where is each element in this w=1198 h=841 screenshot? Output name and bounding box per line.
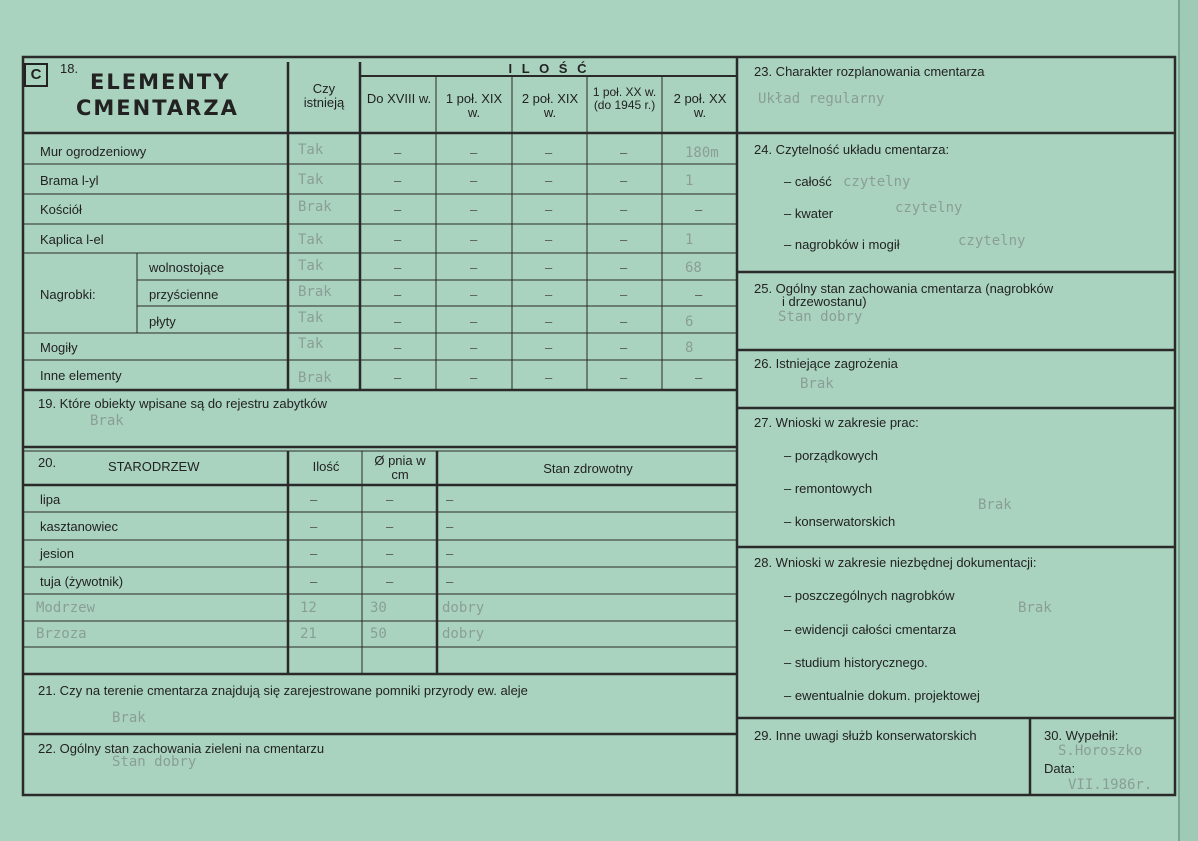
q24-item-answer: czytelny bbox=[895, 200, 963, 216]
exists-value: Tak bbox=[298, 172, 324, 188]
period-value: – bbox=[695, 202, 703, 217]
col-count-header: Ilość bbox=[312, 459, 340, 474]
section-20-number: 20. bbox=[38, 455, 57, 470]
row-label: wolnostojące bbox=[149, 260, 225, 275]
q25-label: 25. Ogólny stan zachowania cmentarza (nagrobków bbox=[754, 281, 1054, 296]
elements-title-line2: CMENTARZA bbox=[76, 96, 239, 120]
period-value: – bbox=[470, 287, 478, 302]
q28-item: – ewentualnie dokum. projektowej bbox=[784, 688, 980, 703]
q28-item: – ewidencji całości cmentarza bbox=[784, 622, 956, 637]
row-label: Mur ogrodzeniowy bbox=[40, 144, 147, 159]
period-value: 1 bbox=[685, 173, 694, 189]
q24-label: 24. Czytelność układu cmentarza: bbox=[754, 142, 950, 157]
exists-value: Brak bbox=[298, 199, 332, 215]
q22-answer: Stan dobry bbox=[112, 754, 197, 770]
q28-item: – studium historycznego. bbox=[784, 655, 928, 670]
period-value: – bbox=[545, 202, 553, 217]
row-label: Inne elementy bbox=[40, 368, 122, 383]
exists-value: Tak bbox=[298, 142, 324, 158]
period-value: – bbox=[620, 260, 628, 275]
period-value: – bbox=[620, 173, 628, 188]
q26-label: 26. Istniejące zagrożenia bbox=[754, 356, 898, 371]
q30-label: 30. Wypełnił: bbox=[1044, 728, 1119, 743]
tree-health: – bbox=[446, 574, 454, 589]
q30-date: VII.1986r. bbox=[1068, 777, 1153, 793]
q27-item: – remontowych bbox=[784, 481, 873, 496]
q26-answer: Brak bbox=[800, 376, 834, 392]
exists-value: Brak bbox=[298, 284, 332, 300]
q24-item-label: – kwater bbox=[784, 206, 834, 221]
period-value: – bbox=[394, 202, 402, 217]
q21-label: 21. Czy na terenie cmentarza znajdują się zarejestrowane pomniki przyrody ew. aleje bbox=[38, 683, 528, 698]
ilosc-header: I L O Ś Ć bbox=[508, 61, 590, 76]
exists-value: Tak bbox=[298, 232, 324, 248]
q27-item: – konserwatorskich bbox=[784, 514, 896, 529]
period-value: – bbox=[545, 340, 553, 355]
q25-label-line2: i drzewostanu) bbox=[782, 294, 867, 309]
period-value: – bbox=[545, 314, 553, 329]
exists-value: Tak bbox=[298, 310, 324, 326]
col-exists-header: Czy istnieją bbox=[303, 81, 345, 110]
exists-value: Brak bbox=[298, 370, 332, 386]
period-value: – bbox=[394, 260, 402, 275]
q27-item: – porządkowych bbox=[784, 448, 878, 463]
tree-name: lipa bbox=[40, 492, 61, 507]
period-value: – bbox=[470, 145, 478, 160]
period-value: – bbox=[620, 287, 628, 302]
period-value: – bbox=[620, 202, 628, 217]
q23-label: 23. Charakter rozplanowania cmentarza bbox=[754, 64, 985, 79]
period-value: 180m bbox=[685, 145, 719, 161]
q22-label: 22. Ogólny stan zachowania zieleni na cmentarzu bbox=[38, 741, 325, 756]
col-diameter-header: Ø pnia w cm bbox=[374, 453, 426, 482]
section-letter-box: C bbox=[24, 63, 48, 87]
q29-label: 29. Inne uwagi służb konserwatorskich bbox=[754, 728, 977, 743]
tree-count: – bbox=[310, 574, 318, 589]
period-value: – bbox=[470, 314, 478, 329]
tree-diam: – bbox=[386, 519, 394, 534]
exists-value: Tak bbox=[298, 336, 324, 352]
period-value: – bbox=[394, 232, 402, 247]
period-value: – bbox=[394, 314, 402, 329]
q25-answer: Stan dobry bbox=[778, 309, 863, 325]
period-value: – bbox=[545, 173, 553, 188]
row-label: płyty bbox=[149, 314, 176, 329]
tree-name: Modrzew bbox=[36, 600, 96, 616]
period-value: – bbox=[394, 340, 402, 355]
row-label: przyścienne bbox=[149, 287, 219, 302]
q24-item-answer: czytelny bbox=[958, 233, 1026, 249]
starodrzew-title: STARODRZEW bbox=[108, 459, 200, 474]
period-value: – bbox=[470, 340, 478, 355]
tree-name: tuja (żywotnik) bbox=[40, 574, 124, 589]
period-value: – bbox=[545, 232, 553, 247]
tree-health: – bbox=[446, 546, 454, 561]
tree-name: kasztanowiec bbox=[40, 519, 119, 534]
period-value: – bbox=[470, 260, 478, 275]
q21-answer: Brak bbox=[112, 710, 146, 726]
period-header-3: 2 poł. XIX w. bbox=[521, 91, 579, 120]
tree-diam: 50 bbox=[370, 626, 387, 642]
period-value: – bbox=[620, 370, 628, 385]
q28-label: 28. Wnioski w zakresie niezbędnej dokumentacji: bbox=[754, 555, 1037, 570]
q24-item-answer: czytelny bbox=[843, 174, 911, 190]
q24-item-label: – nagrobków i mogił bbox=[784, 237, 900, 252]
period-value: – bbox=[470, 370, 478, 385]
period-value: 8 bbox=[685, 340, 694, 356]
tree-diam: 30 bbox=[370, 600, 387, 616]
col-health-header: Stan zdrowotny bbox=[543, 461, 633, 476]
q27-answer: Brak bbox=[978, 497, 1012, 513]
row-label: Kościół bbox=[40, 202, 82, 217]
period-value: 68 bbox=[685, 260, 702, 276]
period-value: – bbox=[620, 232, 628, 247]
period-header-1: Do XVIII w. bbox=[366, 91, 432, 106]
tree-diam: – bbox=[386, 546, 394, 561]
period-value: – bbox=[695, 370, 703, 385]
period-value: – bbox=[394, 287, 402, 302]
tree-name: jesion bbox=[40, 546, 74, 561]
period-value: – bbox=[545, 287, 553, 302]
period-value: – bbox=[470, 173, 478, 188]
tree-count: – bbox=[310, 519, 318, 534]
row-label: Kaplica l-el bbox=[40, 232, 104, 247]
q30-name: S.Horoszko bbox=[1058, 743, 1143, 759]
period-value: – bbox=[394, 173, 402, 188]
nagrobki-label: Nagrobki: bbox=[40, 287, 96, 302]
tree-diam: – bbox=[386, 574, 394, 589]
tree-health: dobry bbox=[442, 626, 485, 642]
q27-label: 27. Wnioski w zakresie prac: bbox=[754, 415, 919, 430]
period-value: – bbox=[545, 260, 553, 275]
tree-health: – bbox=[446, 492, 454, 507]
tree-health: – bbox=[446, 519, 454, 534]
period-header-4: 1 poł. XX w. (do 1945 r.) bbox=[592, 85, 657, 112]
period-value: – bbox=[394, 370, 402, 385]
period-value: – bbox=[545, 370, 553, 385]
q23-answer: Układ regularny bbox=[758, 91, 885, 107]
q30-date-label: Data: bbox=[1044, 761, 1076, 776]
period-value: – bbox=[695, 287, 703, 302]
tree-health: dobry bbox=[442, 600, 485, 616]
section-18-number: 18. bbox=[60, 61, 79, 76]
tree-count: – bbox=[310, 492, 318, 507]
period-value: – bbox=[620, 340, 628, 355]
period-value: – bbox=[394, 145, 402, 160]
q28-item: – poszczególnych nagrobków bbox=[784, 588, 955, 603]
elements-title-line1: ELEMENTY bbox=[90, 70, 231, 94]
period-value: – bbox=[470, 232, 478, 247]
period-value: 1 bbox=[685, 232, 694, 248]
period-value: – bbox=[620, 145, 628, 160]
row-label: Mogiły bbox=[40, 340, 78, 355]
period-header-2: 1 poł. XIX w. bbox=[445, 91, 503, 120]
q24-item-label: – całość bbox=[784, 174, 832, 189]
tree-diam: – bbox=[386, 492, 394, 507]
tree-name: Brzoza bbox=[36, 626, 87, 642]
q28-answer: Brak bbox=[1018, 600, 1052, 616]
period-value: – bbox=[620, 314, 628, 329]
period-value: 6 bbox=[685, 314, 694, 330]
period-value: – bbox=[470, 202, 478, 217]
exists-value: Tak bbox=[298, 258, 324, 274]
tree-count: – bbox=[310, 546, 318, 561]
row-label: Brama l-yl bbox=[40, 173, 99, 188]
period-value: – bbox=[545, 145, 553, 160]
tree-count: 21 bbox=[300, 626, 317, 642]
q19-answer: Brak bbox=[90, 413, 124, 429]
q19-label: 19. Które obiekty wpisane są do rejestru zabytków bbox=[38, 396, 328, 411]
period-header-5: 2 poł. XX w. bbox=[673, 91, 727, 120]
tree-count: 12 bbox=[300, 600, 317, 616]
